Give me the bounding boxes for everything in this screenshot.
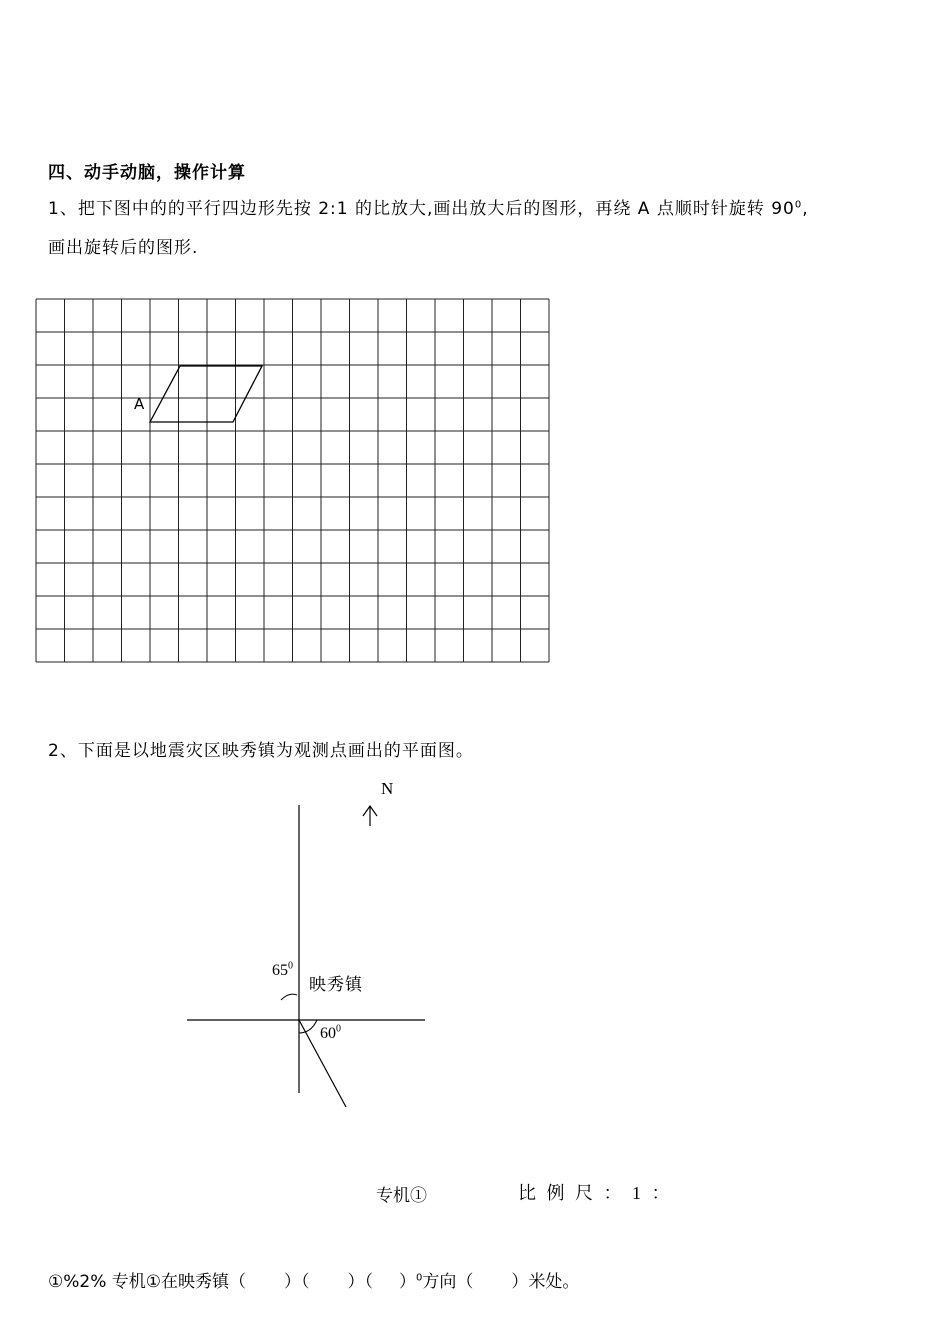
plane-label: 专机①: [376, 1186, 427, 1205]
q2-intro: 2、下面是以地震灾区映秀镇为观测点画出的平面图。: [48, 741, 474, 761]
q3-sentence: [48, 1267, 579, 1292]
q3-p1: ）（: [284, 1272, 310, 1292]
angle-arc-65: [281, 994, 297, 1000]
angle-65-label: [272, 962, 293, 980]
point-a-label: A: [134, 395, 146, 413]
q1-line2: 画出旋转后的图形.: [48, 238, 199, 258]
town-label: 映秀镇: [309, 975, 363, 994]
q3-p5: ）米处。: [511, 1272, 580, 1292]
north-label: N: [381, 779, 395, 798]
north-arrow-icon: [363, 806, 377, 826]
q3-degree-sup: 0: [416, 1272, 423, 1284]
q3-p2: ）（: [347, 1272, 374, 1292]
q1-line1-text: 1、把下图中的的平行四边形先按 2:1 的比放大,画出放大后的图形，再绕 A 点顺时针旋转 90: [48, 199, 795, 219]
q1-line1-tail: ,: [802, 199, 809, 219]
angle-65-value: 65: [272, 962, 288, 979]
angle-arc-60: [299, 1020, 317, 1033]
scale-label: 比 例 尺 ： 1 ：: [518, 1183, 673, 1203]
section-title: 四、动手动脑，操作计算: [48, 163, 246, 183]
q1-degree-sup: 0: [794, 199, 803, 211]
angle-65-sup: 0: [288, 960, 293, 972]
q3-prefix: ①%2% 专机①在映秀镇（: [48, 1272, 247, 1292]
angle-60-sup: 0: [336, 1023, 341, 1035]
q3-p4: 方向（: [422, 1272, 474, 1292]
q3-p3: ）: [399, 1272, 417, 1292]
angle-60-value: 60: [320, 1025, 336, 1042]
angle-60-label: [320, 1025, 341, 1043]
